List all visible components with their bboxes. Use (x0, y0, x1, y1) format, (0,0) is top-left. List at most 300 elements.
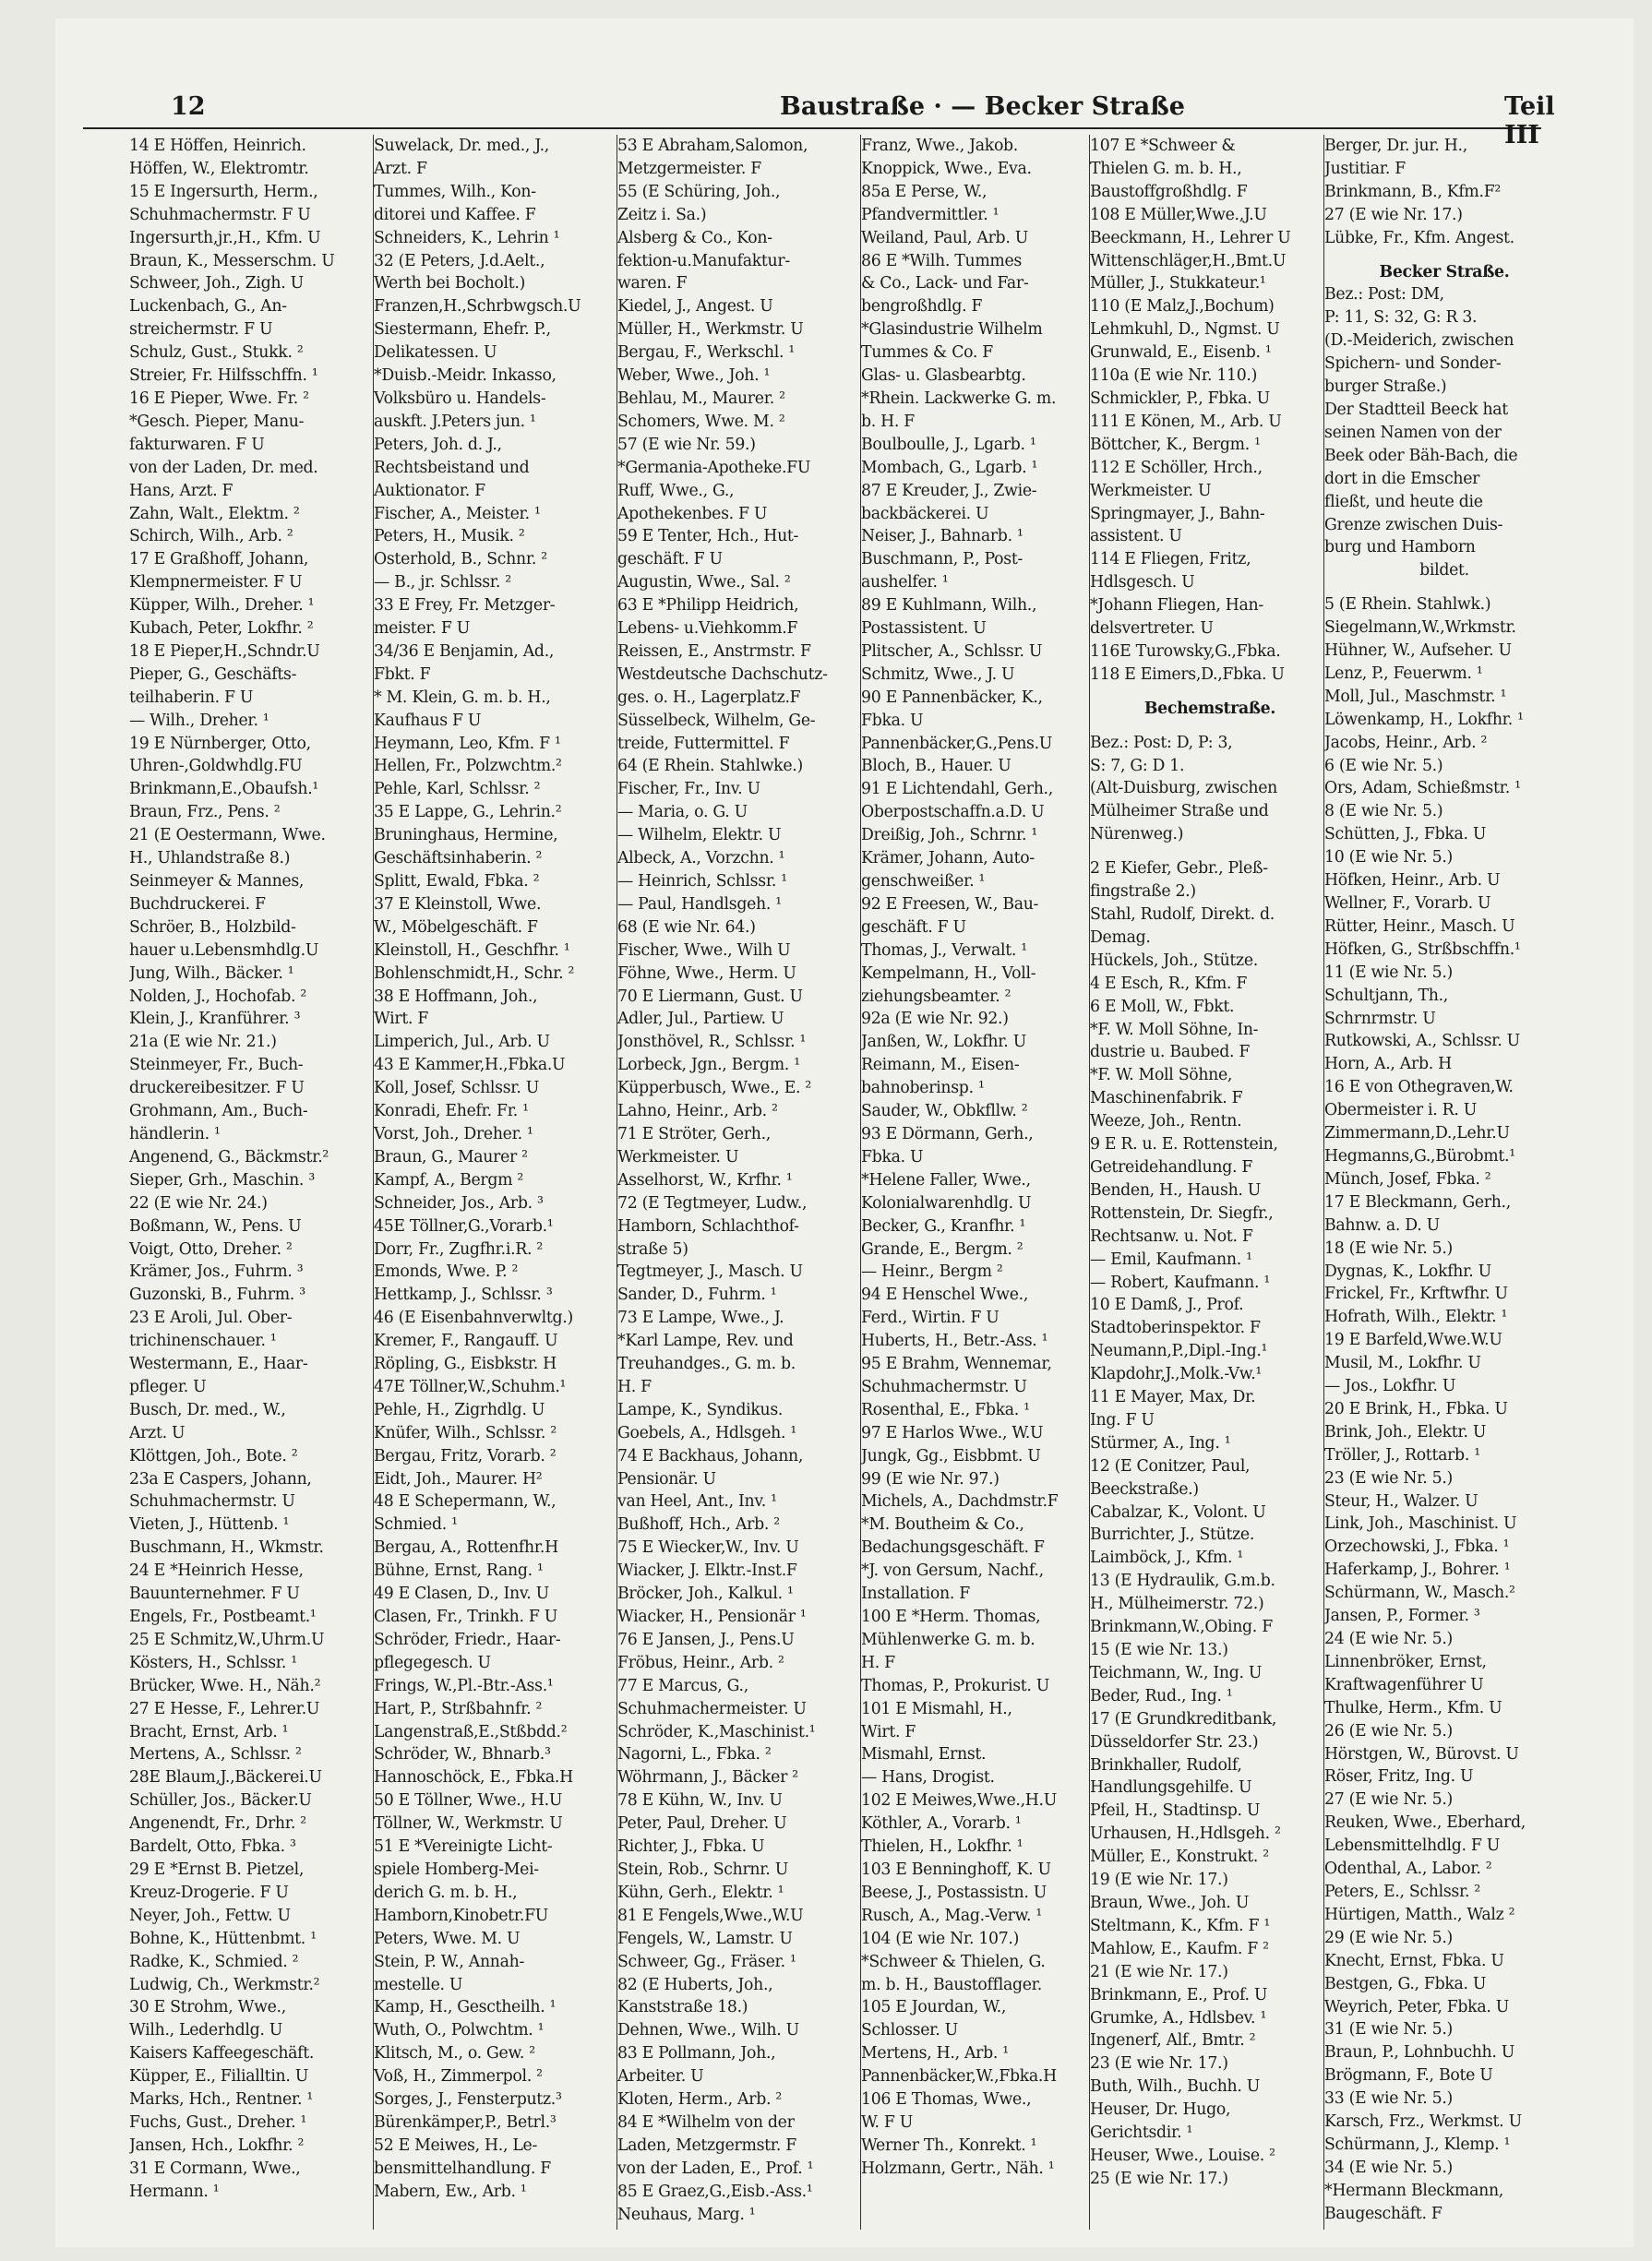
directory-entry: burger Straße.) (1324, 377, 1447, 397)
spacer (1090, 721, 1330, 732)
directory-entry: Bröcker, Joh., Kalkul. ¹ (617, 1585, 794, 1604)
directory-entry: Hettkamp, J., Schlssr. ³ (374, 1286, 553, 1305)
directory-entry: Lahno, Heinr., Arb. ² (617, 1102, 778, 1121)
directory-entry: Braun, P., Lohnbuchh. U (1324, 2043, 1515, 2063)
directory-entry: Albeck, A., Vorzchn. ¹ (617, 849, 785, 868)
directory-entry: ziehungsbeamter. ² (861, 987, 1012, 1006)
directory-entry: Kaisers Kaffeegeschäft. (129, 2044, 315, 2064)
directory-entry: 27 E Hesse, F., Lehrer.U (129, 1699, 320, 1718)
directory-entry: 52 E Meiwes, H., Le- (374, 2135, 538, 2155)
directory-entry: assistent. U (1090, 527, 1182, 546)
directory-entry: Dorr, Fr., Zugfhr.i.R. ² (374, 1239, 544, 1259)
directory-entry: Clasen, Fr., Trinkh. F U (374, 1608, 557, 1626)
directory-entry: *F. W. Moll Söhne, In- (1090, 1020, 1259, 1039)
directory-entry: 93 E Dörmann, Gerh., (861, 1124, 1034, 1143)
directory-entry: 35 E Lappe, G., Lehrin.² (374, 803, 562, 822)
directory-entry: 8 (E wie Nr. 5.) (1324, 802, 1443, 821)
spacer (1324, 582, 1564, 593)
directory-entry: Müller, J., Stukkateur.¹ (1090, 274, 1266, 293)
directory-entry: 16 E von Othegraven,W. (1324, 1078, 1514, 1097)
directory-entry: Zeitz i. Sa.) (617, 205, 707, 224)
directory-entry: Postassistent. U (861, 619, 987, 639)
directory-entry: 6 (E wie Nr. 5.) (1324, 756, 1443, 775)
directory-entry: 21 (E wie Nr. 17.) (1090, 1962, 1228, 1981)
directory-entry: Lübke, Fr., Kfm. Angest. (1324, 228, 1514, 247)
directory-entry: derich G. m. b. H., (374, 1883, 518, 1902)
directory-entry: Brinkmann, E., Prof. U (1090, 1985, 1268, 2004)
directory-entry: Alsberg & Co., Kon- (617, 228, 772, 247)
directory-entry: händlerin. ¹ (129, 1124, 221, 1143)
directory-entry: Stahl, Rudolf, Direkt. d. (1090, 905, 1275, 924)
directory-entry: Frickel, Fr., Krftwfhr. U (1324, 1285, 1508, 1304)
directory-entry: Brögmann, F., Bote U (1324, 2066, 1493, 2086)
directory-entry: 26 (E wie Nr. 5.) (1324, 1721, 1453, 1741)
directory-entry: Kaufhaus F U (374, 711, 482, 730)
directory-entry: teilhaberin. F U (129, 688, 254, 707)
directory-entry: Arbeiter. U (617, 2067, 704, 2087)
column-3 (617, 135, 857, 2230)
directory-entry: Ruff, Wwe., G., (617, 481, 735, 500)
directory-entry: Köthler, A., Vorarb. ¹ (861, 1814, 1022, 1834)
directory-entry: Peters, E., Schlssr. ² (1324, 1882, 1481, 1901)
directory-entry: fließt, und heute die (1324, 492, 1483, 511)
directory-entry: 106 E Thomas, Wwe., (861, 2090, 1032, 2110)
directory-entry: *Germania-Apotheke.FU (617, 458, 811, 477)
directory-entry: Konradi, Ehefr. Fr. ¹ (374, 1102, 529, 1121)
directory-entry: Nagorni, L., Fbka. ² (617, 1745, 772, 1765)
directory-entry: Karsch, Frz., Werkmst. U (1324, 2112, 1522, 2132)
directory-entry: Klein, J., Kranführer. ³ (129, 1010, 301, 1029)
directory-entry: 75 E Wiecker,W., Inv. U (617, 1538, 799, 1558)
directory-entry: 53 E Abraham,Salomon, (617, 137, 808, 155)
directory-entry: Cabalzar, K., Volont. U (1090, 1502, 1266, 1522)
directory-entry: 29 E *Ernst B. Pietzel, (129, 1860, 305, 1879)
directory-entry: Weyrich, Peter, Fbka. U (1324, 1997, 1510, 2016)
directory-entry: Wuth, O., Polwchtm. ¹ (374, 2021, 545, 2040)
directory-entry: Gerichtsdir. ¹ (1090, 2123, 1193, 2143)
directory-entry: 23 (E wie Nr. 5.) (1324, 1468, 1453, 1488)
directory-entry: 50 E Töllner, Wwe., H.U (374, 1791, 563, 1811)
directory-entry: Krämer, Johann, Auto- (861, 849, 1035, 868)
directory-entry: Kempelmann, H., Voll- (861, 963, 1036, 983)
directory-entry: Heuser, Dr. Hugo, (1090, 2100, 1231, 2120)
directory-entry: — Hans, Drogist. (861, 1768, 995, 1788)
directory-entry: Haferkamp, J., Bohrer. ¹ (1324, 1561, 1511, 1580)
directory-entry: 11 (E wie Nr. 5.) (1324, 963, 1453, 982)
directory-entry: Mabern, Ew., Arb. ¹ (374, 2182, 527, 2201)
directory-entry: Knüfer, Wilh., Schlssr. ² (374, 1423, 557, 1442)
directory-entry: Wiacker, J. Elktr.-Inst.F (617, 1561, 797, 1581)
directory-entry: Bergau, F., Werkschl. ¹ (617, 343, 795, 363)
directory-entry: 9 E R. u. E. Rottenstein, (1090, 1135, 1278, 1154)
directory-entry: Benden, H., Haush. U (1090, 1180, 1262, 1200)
directory-entry: Bruninghaus, Hermine, (374, 826, 558, 845)
directory-entry: Mombach, G., Lgarb. ¹ (861, 458, 1038, 477)
directory-entry: druckereibesitzer. F U (129, 1079, 305, 1098)
directory-entry: Installation. F (861, 1585, 970, 1604)
directory-entry: Schröder, W., Bhnarb.³ (374, 1745, 551, 1765)
directory-entry: dustrie u. Baubed. F (1090, 1043, 1251, 1062)
directory-entry: Schuhmachermstr. F U (129, 205, 311, 224)
directory-entry: Michels, A., Dachdmstr.F (861, 1492, 1059, 1512)
directory-entry: 11 E Mayer, Max, Dr. (1090, 1388, 1256, 1407)
directory-entry: Voigt, Otto, Dreher. ² (129, 1239, 293, 1259)
directory-entry: *Hermann Bleckmann, (1324, 2181, 1503, 2200)
directory-entry: Peters, Wwe. M. U (374, 1929, 521, 1948)
directory-entry: *M. Boutheim & Co., (861, 1515, 1024, 1535)
directory-entry: Nürenweg.) (1090, 825, 1184, 844)
directory-entry: Asselhorst, W., Krfhr. ¹ (617, 1170, 793, 1190)
directory-entry: Müller, E., Konstrukt. ² (1090, 1848, 1269, 1867)
directory-entry: Schomers, Wwe. M. ² (617, 412, 785, 431)
directory-entry: Hamborn, Schlachthof- (617, 1216, 799, 1236)
directory-entry: Schröer, B., Holzbild- (129, 917, 296, 937)
directory-entry: Höffen, W., Elektromtr. (129, 159, 309, 178)
directory-entry: Jonsthövel, R., Schlssr. ¹ (617, 1033, 807, 1052)
directory-entry: Tröller, J., Rottarb. ¹ (1324, 1445, 1480, 1465)
directory-entry: Stein, P. W., Annah- (374, 1952, 524, 1971)
directory-entry: 86 E *Wilh. Tummes (861, 251, 1022, 270)
directory-entry: Braun, Wwe., Joh. U (1090, 1893, 1250, 1912)
directory-entry: pfleger. U (129, 1377, 207, 1396)
directory-entry: Weber, Wwe., Joh. ¹ (617, 366, 771, 386)
directory-entry: Goebels, A., Hdlsgeh. ¹ (617, 1423, 797, 1442)
directory-entry: Schröder, Friedr., Haar- (374, 1630, 561, 1649)
directory-entry: Buschmann, H., Wkmstr. (129, 1538, 324, 1558)
directory-entry: P: 11, S: 32, G: R 3. (1324, 308, 1478, 328)
directory-entry: Ingersurth,jr.,H., Kfm. U (129, 228, 321, 247)
directory-entry: — Emil, Kaufmann. ¹ (1090, 1250, 1252, 1269)
directory-entry: Beder, Rud., Ing. ¹ (1090, 1686, 1233, 1705)
directory-entry: Laimböck, J., Kfm. ¹ (1090, 1549, 1243, 1568)
directory-entry: Sander, D., Fuhrm. ¹ (617, 1286, 777, 1305)
directory-entry: Rechtsanw. u. Not. F (1090, 1226, 1253, 1246)
directory-entry: fakturwaren. F U (129, 435, 265, 454)
directory-entry: Westdeutsche Dachschutz- (617, 664, 828, 684)
directory-entry: Link, Joh., Maschinist. U (1324, 1514, 1517, 1534)
directory-entry: Münch, Josef, Fbka. ² (1324, 1169, 1491, 1189)
directory-entry: — Paul, Handlsgeh. ¹ (617, 894, 782, 914)
directory-entry: Ferd., Wirtin. F U (861, 1309, 1000, 1328)
directory-entry: Janßen, W., Lokfhr. U (861, 1033, 1026, 1052)
directory-entry: Müller, H., Werkmstr. U (617, 320, 804, 340)
directory-entry: Schirch, Wilh., Arb. ² (129, 527, 293, 546)
directory-entry: Hörstgen, W., Bürovst. U (1324, 1744, 1519, 1764)
directory-entry: Küpper, Wilh., Dreher. ¹ (129, 596, 315, 616)
directory-entry: Splitt, Ewald, Fbka. ² (374, 872, 540, 891)
directory-entry: 27 (E wie Nr. 5.) (1324, 1790, 1453, 1810)
directory-entry: Dehnen, Wwe., Wilh. U (617, 2021, 799, 2040)
directory-entry: 23 (E wie Nr. 17.) (1090, 2054, 1228, 2074)
directory-entry: 70 E Liermann, Gust. U (617, 987, 803, 1006)
directory-entry: Schuhmachermstr. U (861, 1377, 1027, 1396)
directory-entry: 74 E Backhaus, Johann, (617, 1446, 804, 1465)
directory-entry: Bedachungsgeschäft. F (861, 1538, 1045, 1558)
page-number: 12 (171, 92, 206, 121)
directory-entry: Weeze, Joh., Rentn. (1090, 1112, 1242, 1131)
directory-entry: Werkmeister. U (1090, 481, 1212, 500)
directory-entry: Sorges, J., Fensterputz.³ (374, 2090, 562, 2110)
directory-entry: aushelfer. ¹ (861, 573, 949, 592)
directory-entry: Sauder, W., Obkfllw. ² (861, 1102, 1028, 1121)
directory-entry: — Heinr., Bergm ² (861, 1262, 1003, 1282)
directory-entry: Siegelmann,W.,Wrkmstr. (1324, 618, 1516, 638)
directory-entry: *Helene Faller, Wwe., (861, 1170, 1031, 1190)
directory-entry: Tummes, Wilh., Kon- (374, 182, 536, 201)
directory-entry: 34/36 E Benjamin, Ad., (374, 641, 555, 661)
directory-entry: 77 E Marcus, G., (617, 1676, 748, 1695)
directory-entry: 105 E Jourdan, W., (861, 1998, 1007, 2017)
directory-entry: 102 E Meiwes,Wwe.,H.U (861, 1791, 1058, 1811)
directory-entry: Becker, G., Kranfhr. ¹ (861, 1216, 1026, 1236)
directory-entry: Schlosser. U (861, 2021, 958, 2040)
directory-entry: Pieper, G., Geschäfts- (129, 664, 297, 684)
directory-entry: Treuhandges., G. m. b. (617, 1355, 796, 1374)
directory-entry: Mühlenwerke G. m. b. (861, 1630, 1035, 1649)
directory-entry: Horn, A., Arb. H (1324, 1055, 1452, 1074)
directory-entry: Uhren-,Goldwhdlg.FU (129, 757, 303, 776)
directory-entry: 87 E Kreuder, J., Zwie- (861, 481, 1037, 500)
directory-entry: 25 (E wie Nr. 17.) (1090, 2169, 1228, 2188)
spacer (1324, 250, 1564, 261)
directory-entry: Ing. F U (1090, 1410, 1155, 1430)
directory-entry: van Heel, Ant., Inv. ¹ (617, 1492, 777, 1512)
directory-entry: 37 E Kleinstoll, Wwe. (374, 894, 542, 914)
directory-entry: Grenze zwischen Duis- (1324, 515, 1503, 534)
column-1 (129, 135, 369, 2230)
directory-entry: Kösters, H., Schlssr. ¹ (129, 1653, 297, 1672)
directory-entry: Bardelt, Otto, Fbka. ³ (129, 1837, 296, 1857)
directory-entry: 21 (E Oestermann, Wwe. (129, 826, 326, 845)
directory-entry: Geschäftsinhaberin. ² (374, 849, 543, 868)
directory-entry: Schultjann, Th., (1324, 986, 1448, 1005)
directory-entry: Bez.: Post: D, P: 3, (1090, 733, 1233, 752)
directory-entry: Schütten, J., Fbka. U (1324, 825, 1487, 844)
directory-entry: Dygnas, K., Lokfhr. U (1324, 1262, 1491, 1281)
directory-entry: Schulz, Gust., Stukk. ² (129, 343, 304, 363)
directory-entry: Neuhaus, Marg. ¹ (617, 2205, 756, 2224)
directory-entry: Fuchs, Gust., Dreher. ¹ (129, 2112, 307, 2132)
directory-entry: Adler, Jul., Partiew. U (617, 1010, 784, 1029)
directory-entry: Bracht, Ernst, Arb. ¹ (129, 1722, 289, 1741)
directory-entry: Rechtsbeistand und (374, 458, 530, 477)
directory-entry: Augustin, Wwe., Sal. ² (617, 573, 791, 592)
directory-entry: Stürmer, A., Ing. ¹ (1090, 1433, 1231, 1453)
directory-entry: Hückels, Joh., Stütze. (1090, 951, 1258, 970)
directory-entry: Klitsch, M., o. Gew. ² (374, 2044, 535, 2064)
directory-entry: Hofrath, Wilh., Elektr. ¹ (1324, 1308, 1508, 1327)
directory-entry: *Gesch. Pieper, Manu- (129, 412, 305, 431)
directory-entry: 24 E *Heinrich Hesse, (129, 1561, 304, 1581)
directory-entry: Linnenbröker, Ernst, (1324, 1652, 1487, 1671)
directory-entry: Ludwig, Ch., Werkmstr.² (129, 1975, 320, 1994)
directory-entry: bildet. (1419, 561, 1469, 580)
directory-entry: Kanststraße 18.) (617, 1998, 748, 2017)
directory-entry: 82 (E Huberts, Joh., (617, 1975, 773, 1994)
directory-entry: mestelle. U (374, 1975, 463, 1994)
directory-entry: 85a E Perse, W., (861, 182, 988, 201)
directory-entry: Hegmanns,G.,Bürobmt.¹ (1324, 1146, 1515, 1166)
directory-entry: Heymann, Leo, Kfm. F ¹ (374, 734, 561, 753)
directory-entry: H. F (861, 1653, 895, 1672)
directory-entry: Schmitz, Wwe., J. U (861, 664, 1015, 684)
directory-entry: fektion-u.Manufaktur- (617, 251, 790, 270)
directory-entry: Schweer, Gg., Fräser. ¹ (617, 1952, 796, 1971)
directory-entry: 68 (E wie Nr. 64.) (617, 917, 756, 937)
directory-entry: 29 (E wie Nr. 5.) (1324, 1928, 1453, 1947)
directory-entry: Fröbus, Heinr., Arb. ² (617, 1653, 784, 1672)
directory-entry: Baugeschäft. F (1324, 2204, 1443, 2223)
directory-entry: Ingenerf, Alf., Bmtr. ² (1090, 2031, 1256, 2051)
directory-entry: Fbka. U (861, 1147, 924, 1166)
directory-entry: Brinkmann, B., Kfm.F² (1324, 182, 1502, 201)
directory-entry: von der Laden, Dr. med. (129, 458, 318, 477)
directory-entry: Justitiar. F (1324, 159, 1406, 178)
directory-entry: 108 E Müller,Wwe.,J.U (1090, 205, 1267, 224)
directory-entry: Bahnw. a. D. U (1324, 1215, 1440, 1235)
directory-entry: Beeckstraße.) (1090, 1479, 1199, 1499)
directory-entry: Fbka. U (861, 711, 924, 730)
directory-entry: Busch, Dr. med., W., (129, 1400, 286, 1419)
directory-entry: 63 E *Philipp Heidrich, (617, 596, 799, 616)
directory-entry: Sieper, Grh., Maschin. ³ (129, 1170, 315, 1190)
directory-entry: Höfken, Heinr., Arb. U (1324, 871, 1501, 891)
directory-entry: 101 E Mismahl, H., (861, 1699, 1012, 1718)
directory-entry: Franzen,H.,Schrbwgsch.U (374, 297, 581, 317)
directory-entry: Schröder, K.,Maschinist.¹ (617, 1722, 816, 1741)
directory-entry: von der Laden, E., Prof. ¹ (617, 2159, 814, 2178)
directory-entry: Baustoffgroßhdlg. F (1090, 182, 1248, 201)
directory-entry: Küpper, E., Filialltin. U (129, 2067, 309, 2087)
directory-entry: Pensionär. U (617, 1469, 716, 1489)
directory-entry: Pfeil, H., Stadtinsp. U (1090, 1801, 1261, 1821)
directory-entry: genschweißer. ¹ (861, 872, 986, 891)
directory-entry: — Heinrich, Schlssr. ¹ (617, 872, 787, 891)
directory-entry: 116E Turowsky,G.,Fbka. (1090, 641, 1281, 661)
directory-entry: delsvertreter. U (1090, 619, 1214, 639)
directory-entry: Beeckmann, H., Lehrer U (1090, 228, 1291, 247)
directory-entry: 23 E Aroli, Jul. Ober- (129, 1309, 293, 1328)
directory-entry: Stein, Rob., Schrnr. U (617, 1860, 788, 1879)
directory-entry: Krämer, Jos., Fuhrm. ³ (129, 1262, 304, 1282)
directory-entry: Rottenstein, Dr. Siegfr., (1090, 1203, 1274, 1223)
directory-entry: 107 E *Schweer & (1090, 137, 1236, 155)
directory-entry: Rosenthal, E., Fbka. ¹ (861, 1400, 1030, 1419)
directory-entry: Lampe, K., Syndikus. (617, 1400, 784, 1419)
directory-entry: 92a (E wie Nr. 92.) (861, 1010, 1009, 1029)
directory-entry: Schmied. ¹ (374, 1515, 458, 1535)
directory-entry: Bühne, Ernst, Rang. ¹ (374, 1561, 544, 1581)
directory-entry: Kreuz-Drogerie. F U (129, 1883, 289, 1902)
directory-entry: Hühner, W., Aufseher. U (1324, 641, 1512, 661)
directory-entry: 19 (E wie Nr. 17.) (1090, 1871, 1228, 1890)
directory-entry: bengroßhdlg. F (861, 297, 983, 317)
directory-entry: Westermann, E., Haar- (129, 1355, 308, 1374)
directory-entry: trichinenschauer. ¹ (129, 1332, 277, 1351)
street-heading: Bechemstraße. (1143, 699, 1276, 718)
directory-entry: Thomas, J., Verwalt. ¹ (861, 940, 1027, 960)
directory-entry: 24 (E wie Nr. 5.) (1324, 1630, 1453, 1648)
directory-entry: 71 E Ströter, Gerh., (617, 1124, 771, 1143)
directory-entry: Limperich, Jul., Arb. U (374, 1033, 550, 1052)
directory-entry: Dreißig, Joh., Schrnr. ¹ (861, 826, 1038, 845)
directory-entry: S: 7, G: D 1. (1090, 756, 1185, 775)
directory-entry: 10 E Damß, J., Prof. (1090, 1296, 1244, 1315)
directory-entry: Suwelack, Dr. med., J., (374, 137, 549, 155)
directory-entry: bensmittelhandlung. F (374, 2159, 551, 2178)
directory-entry: Marks, Hch., Rentner. ¹ (129, 2090, 313, 2110)
directory-entry: Seinmeyer & Mannes, (129, 872, 305, 891)
directory-entry: *F. W. Moll Söhne, (1090, 1066, 1233, 1085)
directory-entry: Streier, Fr. Hilfsschffn. ¹ (129, 366, 318, 386)
directory-entry: 111 E Könen, M., Arb. U (1090, 412, 1282, 431)
directory-entry: Mertens, A., Schlssr. ² (129, 1745, 302, 1765)
directory-entry: 81 E Fengels,Wwe.,W.U (617, 1906, 804, 1925)
directory-entry: 10 (E wie Nr. 5.) (1324, 848, 1453, 867)
directory-entry: Hart, P., Strßbahnfr. ² (374, 1699, 543, 1718)
directory-entry: Laden, Metzgermstr. F (617, 2135, 796, 2155)
directory-entry: 23a E Caspers, Johann, (129, 1469, 312, 1489)
directory-entry: treide, Futtermittel. F (617, 734, 790, 753)
directory-entry: Volksbüro u. Handels- (374, 389, 546, 408)
directory-entry: b. H. F (861, 412, 915, 431)
directory-entry: 95 E Brahm, Wennemar, (861, 1355, 1052, 1374)
directory-entry: 25 E Schmitz,W.,Uhrm.U (129, 1630, 325, 1649)
directory-entry: 4 E Esch, R., Kfm. F (1090, 974, 1248, 993)
directory-entry: Brinkhaller, Rudolf, (1090, 1755, 1242, 1775)
directory-entry: 2 E Kiefer, Gebr., Pleß- (1090, 859, 1268, 879)
column-4 (860, 135, 1101, 2230)
directory-entry: 33 (E wie Nr. 5.) (1324, 2089, 1453, 2109)
directory-entry: Hamborn,Kinobetr.FU (374, 1906, 549, 1925)
directory-entry: Voß, H., Zimmerpol. ² (374, 2067, 543, 2087)
directory-entry: spiele Homberg-Mei- (374, 1860, 539, 1879)
directory-entry: Arzt. U (129, 1423, 186, 1442)
directory-entry: Bez.: Post: DM, (1324, 285, 1444, 305)
directory-entry: 34 (E wie Nr. 5.) (1324, 2158, 1453, 2177)
directory-entry: Guzonski, B., Fuhrm. ³ (129, 1286, 305, 1305)
directory-entry: 13 (E Hydraulik, G.m.b. (1090, 1572, 1275, 1591)
directory-entry: Maschinenfabrik. F (1090, 1089, 1243, 1108)
directory-entry: Lorbeck, Jgn., Bergm. ¹ (617, 1056, 800, 1075)
directory-entry: Rusch, A., Mag.-Verw. ¹ (861, 1906, 1043, 1925)
directory-entry: 28E Blaum,J.,Bäckerei.U (129, 1768, 322, 1788)
directory-entry: *Johann Fliegen, Han- (1090, 596, 1263, 616)
directory-entry: Fengels, W., Lamstr. U (617, 1929, 793, 1948)
directory-entry: Kampf, A., Bergm ² (374, 1170, 524, 1190)
directory-entry: — Wilh., Dreher. ¹ (129, 711, 269, 730)
directory-entry: Hans, Arzt. F (129, 481, 233, 500)
directory-entry: Hdlsgesch. U (1090, 573, 1195, 592)
directory-entry: Luckenbach, G., An- (129, 297, 287, 317)
directory-entry: auskft. J.Peters jun. ¹ (374, 412, 536, 431)
directory-entry: Fischer, A., Meister. ¹ (374, 504, 541, 523)
directory-entry: Steinmeyer, Fr., Buch- (129, 1056, 304, 1075)
directory-entry: Pannenbäcker,G.,Pens.U (861, 734, 1053, 753)
directory-entry: 110 (E Malz,J.,Bochum) (1090, 297, 1275, 317)
directory-entry: Wirt. F (861, 1722, 916, 1741)
directory-entry: 16 E Pieper, Wwe. Fr. ² (129, 389, 309, 408)
directory-entry: 15 E Ingersurth, Herm., (129, 182, 318, 201)
directory-entry: Rütter, Heinr., Masch. U (1324, 916, 1515, 936)
directory-entry: meister. F U (374, 619, 470, 639)
directory-entry: Werner Th., Konrekt. ¹ (861, 2135, 1037, 2155)
directory-entry: dort in die Emscher (1324, 469, 1480, 488)
directory-entry: 118 E Eimers,D.,Fbka. U (1090, 664, 1285, 684)
directory-entry: Bergau, A., Rottenfhr.H (374, 1538, 558, 1558)
directory-entry: Boulboulle, J., Lgarb. ¹ (861, 435, 1036, 454)
directory-entry: Reimann, M., Eisen- (861, 1056, 1020, 1075)
